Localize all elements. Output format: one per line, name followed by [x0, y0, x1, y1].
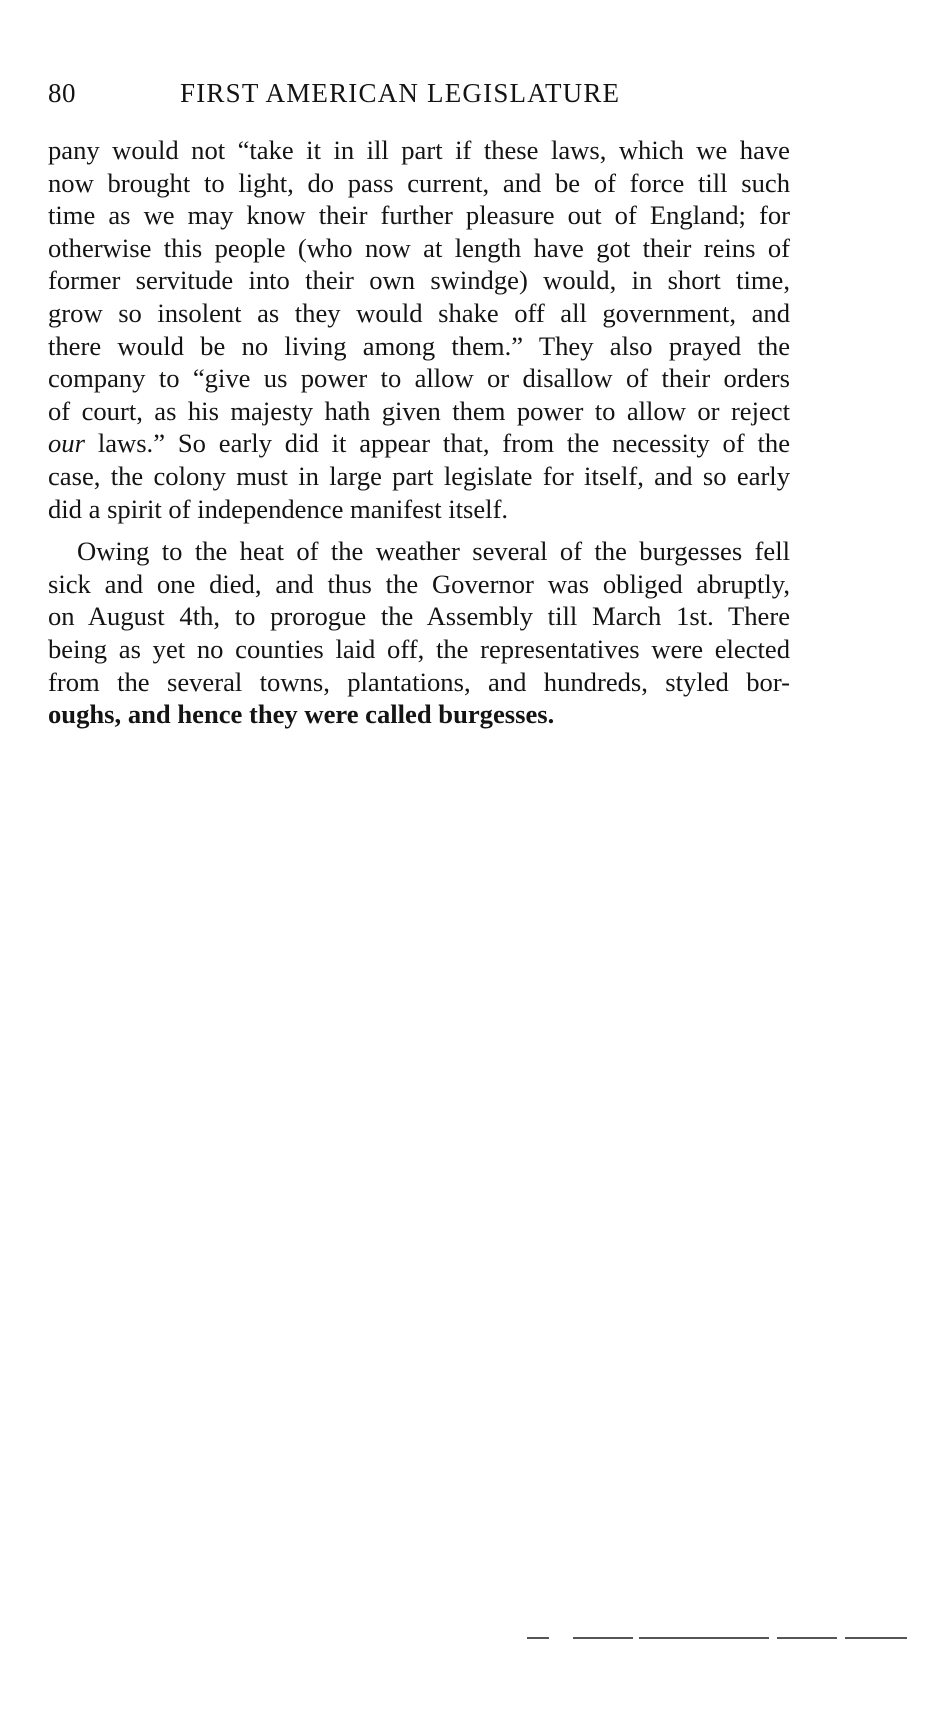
running-title: FIRST AMERICAN LEGISLATURE	[180, 78, 621, 108]
text-line-with-italic	[48, 427, 790, 460]
text-line: did a spirit of independence manifest itself.	[48, 493, 509, 524]
text-line: now brought to light, do pass current, and be of force till such	[48, 167, 790, 198]
paragraph-1	[48, 134, 790, 525]
scan-artifact-rule	[527, 1637, 907, 1641]
text-line: sick and one died, and thus the Governor was obliged abruptly,	[48, 568, 790, 599]
text-line: on August 4th, to prorogue the Assembly till March 1st. There	[48, 601, 790, 632]
italic-word: our	[48, 428, 85, 459]
paragraph-2	[48, 535, 790, 731]
text-line: former servitude into their own swindge) would, in short time,	[48, 265, 790, 296]
text-line: from the several towns, plantations, and hundreds, styled bor-	[48, 666, 790, 697]
text-line: time as we may know their further pleasure out of England; for	[48, 200, 790, 231]
body-text	[48, 134, 790, 731]
text-line: otherwise this people (who now at length have got their reins of	[48, 232, 790, 263]
text-line-rest: laws.” So early did it appear that, from the necessity of the	[97, 428, 790, 459]
running-head	[48, 78, 793, 114]
text-line: company to “give us power to allow or disallow of their orders	[48, 363, 790, 394]
text-line: Owing to the heat of the weather several of the burgesses fell	[77, 536, 790, 567]
text-line: pany would not “take it in ill part if these laws, which we have	[48, 135, 790, 165]
text-line: being as yet no counties laid off, the representatives were elected	[48, 633, 790, 664]
text-line: grow so insolent as they would shake off all government, and	[48, 297, 790, 328]
page-number: 80	[48, 78, 76, 108]
paragraph-gap	[48, 525, 790, 535]
text-line: of court, as his majesty hath given them power to allow or reject	[48, 395, 790, 426]
text-line: oughs, and hence they were called burgesses.	[48, 699, 555, 730]
text-line: case, the colony must in large part legislate for itself, and so early	[48, 460, 790, 491]
text-line: there would be no living among them.” They also prayed the	[48, 330, 790, 361]
